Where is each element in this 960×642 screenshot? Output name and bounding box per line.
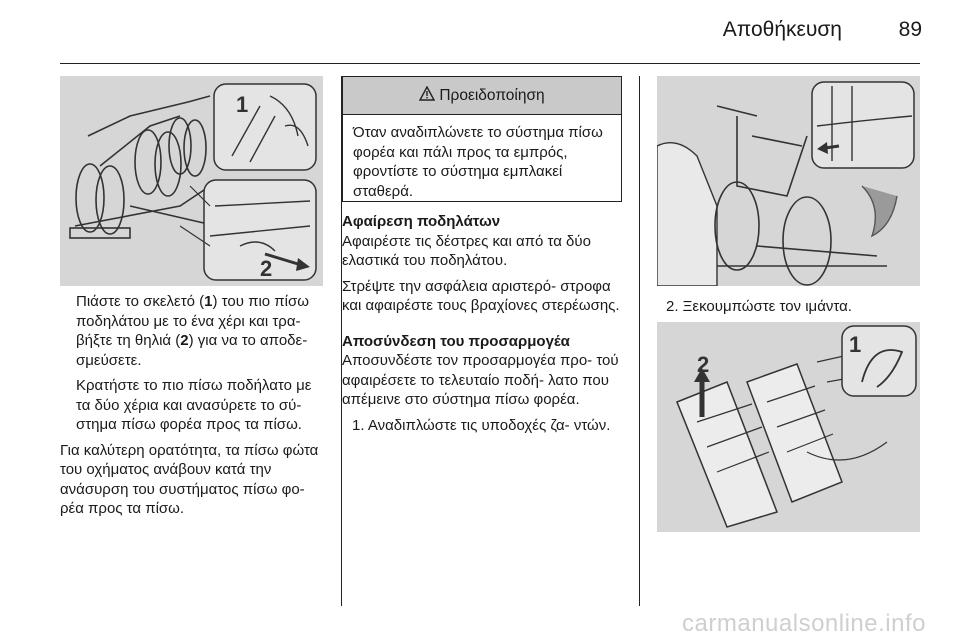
step-a-text-2: ) του πιο πίσω ποδηλάτου με το ένα χέρι και τρα- βήξτε τη θηλιά ( (76, 293, 309, 349)
section-title-remove-bikes: Αφαίρεση ποδηλάτων (342, 213, 501, 230)
remove-bikes-p1: Αφαιρέστε τις δέστρες και από τα δύο ελαστικά του ποδηλάτου. (342, 232, 591, 269)
section-title-adapter: Αποσύνδεση του προσαρμογέα (342, 332, 570, 350)
step-a-callout-1: 1 (204, 293, 213, 310)
adapter-step-1: 1. Αναδιπλώστε τις υποδοχές ζα- ντών. (352, 416, 611, 434)
warning-box (342, 76, 622, 202)
col3-step-2: 2. Ξεκουμπώστε τον ιμάντα. (666, 298, 852, 315)
adapter-p1: Αποσυνδέστε τον προσαρμογέα προ- τού αφαιρέσετε το τελευταίο ποδή- λατο που απέμεινε στο σύστημα πίσω φορέα. (342, 352, 619, 408)
column-divider-2 (639, 76, 640, 606)
step-a-text-3: ) για να το αποδε- σμεύσετε. (76, 332, 308, 369)
illustration3-callout-2: 2 (697, 352, 710, 377)
illustration3-callout-1: 1 (849, 332, 862, 357)
step-b-paragraph: Κρατήστε το πιο πίσω ποδήλατο με τα δύο χέρια και ανασύρετε το σύ- στημα πίσω φορέα προς τα πίσω. (76, 377, 312, 433)
step-a-callout-2: 2 (180, 332, 189, 349)
step-a-text-1: Πιάστε το σκελετό ( (76, 293, 205, 310)
page-number: 89 (898, 18, 922, 41)
bike-carrier-illustration-1 (60, 76, 323, 286)
watermark: carmanualsonline.info (682, 610, 926, 637)
col2-text (342, 212, 627, 435)
bike-carrier-illustration-2 (657, 76, 920, 286)
step-a-paragraph (60, 292, 324, 370)
warning-triangle-icon (419, 86, 435, 106)
page-header-title: Αποθήκευση (722, 18, 842, 41)
illustration1-callout-2: 2 (260, 256, 273, 281)
note-paragraph: Για καλύτερη ορατότητα, τα πίσω φώτα του οχήματος ανάβουν κατά την ανάσυρση του συστήματος πίσω φο- ρέα προς τα πίσω. (60, 441, 319, 517)
warning-body: Όταν αναδιπλώνετε το σύστημα πίσω φορέα και πάλι προς τα εμπρός, φροντίστε το σύστημα εμπλακεί σταθερά. (353, 124, 603, 200)
warning-title: Προειδοποίηση (439, 86, 545, 104)
header-rule (60, 63, 920, 64)
warning-header (343, 77, 621, 115)
remove-bikes-p2: Στρέψτε την ασφάλεια αριστερό- στροφα και αφαιρέστε τους βραχίονες στερέωσης. (342, 277, 620, 314)
illustration1-callout-1: 1 (236, 92, 249, 117)
bike-carrier-illustration-3 (657, 322, 920, 532)
col1-text (60, 292, 324, 519)
